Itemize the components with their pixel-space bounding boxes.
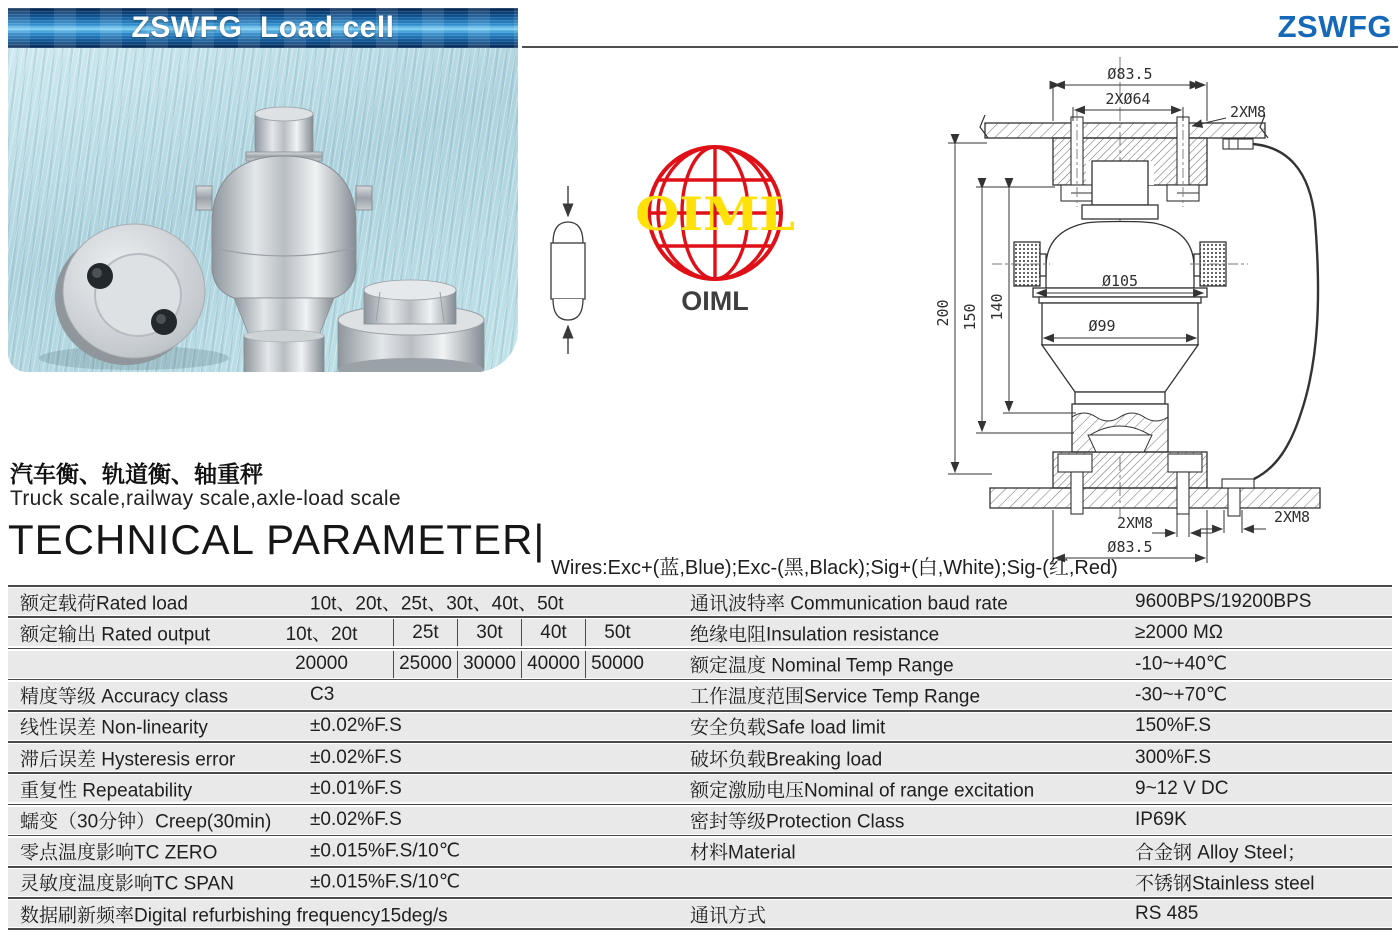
param-label: 通讯方式 (690, 905, 767, 927)
param-label: 额定输出 Rated output (20, 624, 211, 646)
header-rule (522, 46, 1398, 48)
param-value: 合金钢 Alloy Steel； (1135, 842, 1307, 864)
param-value: 9600BPS/19200BPS (1135, 590, 1312, 612)
table-row (8, 807, 1392, 834)
param-label: 密封等级Protection Class (690, 811, 905, 833)
param-value: ±0.02%F.S (310, 746, 402, 768)
param-label: 额定温度 Nominal Temp Range (690, 655, 954, 677)
section-title: TECHNICAL PARAMETER| (8, 516, 546, 563)
capacity-cell: 25t (393, 619, 457, 646)
dim-dia-105: Ø105 (1101, 272, 1139, 290)
dim-height-overall: 200 (934, 299, 952, 327)
table-row (8, 588, 1392, 615)
param-label: 工作温度范围Service Temp Range (690, 686, 981, 708)
table-row (8, 744, 1392, 771)
product-banner (8, 8, 518, 48)
product-photo (8, 48, 518, 372)
table-row (8, 838, 1392, 865)
table-row (8, 713, 1392, 740)
param-value: ≥2000 MΩ (1135, 621, 1224, 643)
param-label: 破坏负载Breaking load (690, 749, 883, 771)
output-cell: 40000 (521, 651, 585, 678)
capacity-cell: 30t (457, 619, 521, 646)
param-value: IP69K (1135, 809, 1187, 830)
capacity-cell: 40t (521, 619, 585, 646)
parameter-table (8, 584, 1392, 931)
dim-top-outer: Ø83.5 (1107, 65, 1153, 83)
oiml-globe-text: OIML (635, 187, 795, 241)
param-label: 灵敏度温度影响TC SPAN (20, 873, 234, 895)
application-tagline-cn: 汽车衡、轨道衡、轴重秤 (10, 461, 263, 487)
param-value: 不锈钢Stainless steel (1135, 873, 1315, 895)
param-label: 材料Material (690, 842, 796, 864)
param-label: 精度等级 Accuracy class (20, 686, 228, 708)
load-cell-photo-figure (8, 48, 518, 372)
brand-logo-text: ZSWFG (1277, 9, 1392, 44)
capacity-subrow (250, 619, 649, 646)
load-direction-symbol (535, 178, 597, 360)
banner-title: ZSWFG Load cell (131, 11, 395, 44)
param-value: ±0.02%F.S (310, 809, 402, 830)
table-row (8, 619, 1392, 646)
param-value: ±0.01%F.S (310, 777, 402, 799)
output-cell: 30000 (457, 651, 521, 678)
capacity-cell: 10t、20t (285, 624, 358, 646)
param-value: -10~+40℃ (1135, 653, 1228, 675)
cable-line (1253, 144, 1318, 479)
param-label: 零点温度影响TC ZERO (20, 842, 218, 864)
param-value: ±0.015%F.S/10℃ (310, 871, 461, 893)
oiml-caption: OIML (681, 286, 749, 316)
dim-height-150: 150 (961, 303, 979, 331)
param-label: 重复性 Repeatability (20, 780, 193, 802)
param-label: 通讯波特率 Communication baud rate (690, 593, 1008, 615)
param-value: C3 (310, 684, 335, 706)
table-row (8, 651, 1392, 678)
param-label: 数据刷新频率Digital refurbishing frequency15deg/s (20, 905, 448, 927)
output-cell: 25000 (393, 651, 457, 678)
param-label: 线性误差 Non-linearity (20, 717, 208, 739)
output-subrow (250, 651, 649, 678)
param-value: ±0.015%F.S/10℃ (310, 840, 461, 862)
param-value: ±0.02%F.S (310, 715, 402, 737)
installation-drawing (930, 55, 1400, 570)
table-row (8, 900, 1392, 927)
table-row (8, 869, 1392, 896)
param-label: 额定载荷Rated load (20, 593, 188, 615)
param-value: 9~12 V DC (1135, 777, 1229, 799)
param-label: 滞后误差 Hysteresis error (20, 749, 236, 771)
dim-height-140: 140 (988, 293, 1006, 321)
dim-dia-99: Ø99 (1088, 317, 1116, 335)
output-cell: 50000 (585, 651, 649, 678)
mounting-cup-photo (338, 280, 484, 372)
oiml-logo (628, 138, 802, 320)
param-value: 10t、20t、25t、30t、40t、50t (310, 593, 564, 615)
param-value: 300%F.S (1135, 746, 1212, 768)
capacity-cell: 50t (585, 619, 649, 646)
table-row (8, 682, 1392, 709)
param-value: RS 485 (1135, 902, 1199, 924)
wiring-legend: Wires:Exc+(蓝,Blue);Exc-(黑,Black);Sig+(白,White);Sig-(红,Red) (551, 557, 1118, 579)
dim-side-bolts: 2XM8 (1273, 508, 1311, 526)
dim-bottom-outer: Ø83.5 (1107, 538, 1153, 556)
param-label: 绝缘电阻Insulation resistance (690, 624, 940, 646)
param-value: -30~+70℃ (1135, 684, 1228, 706)
param-label: 额定激励电压Nominal of range excitation (690, 780, 1035, 802)
param-label: 蠕变（30分钟）Creep(30min) (20, 811, 272, 833)
application-tagline-en: Truck scale,railway scale,axle-load scale (10, 487, 401, 510)
table-divider (8, 927, 1392, 931)
param-label: 安全负载Safe load limit (690, 717, 886, 739)
table-row (8, 775, 1392, 802)
dim-top-bolt-circle: 2XØ64 (1105, 90, 1151, 108)
dim-top-bolts: 2XM8 (1229, 103, 1267, 121)
dim-bottom-bolts: 2XM8 (1116, 514, 1154, 532)
mounting-ring-photo (55, 224, 205, 365)
output-cell: 20000 (295, 653, 348, 675)
param-value: 150%F.S (1135, 715, 1212, 737)
